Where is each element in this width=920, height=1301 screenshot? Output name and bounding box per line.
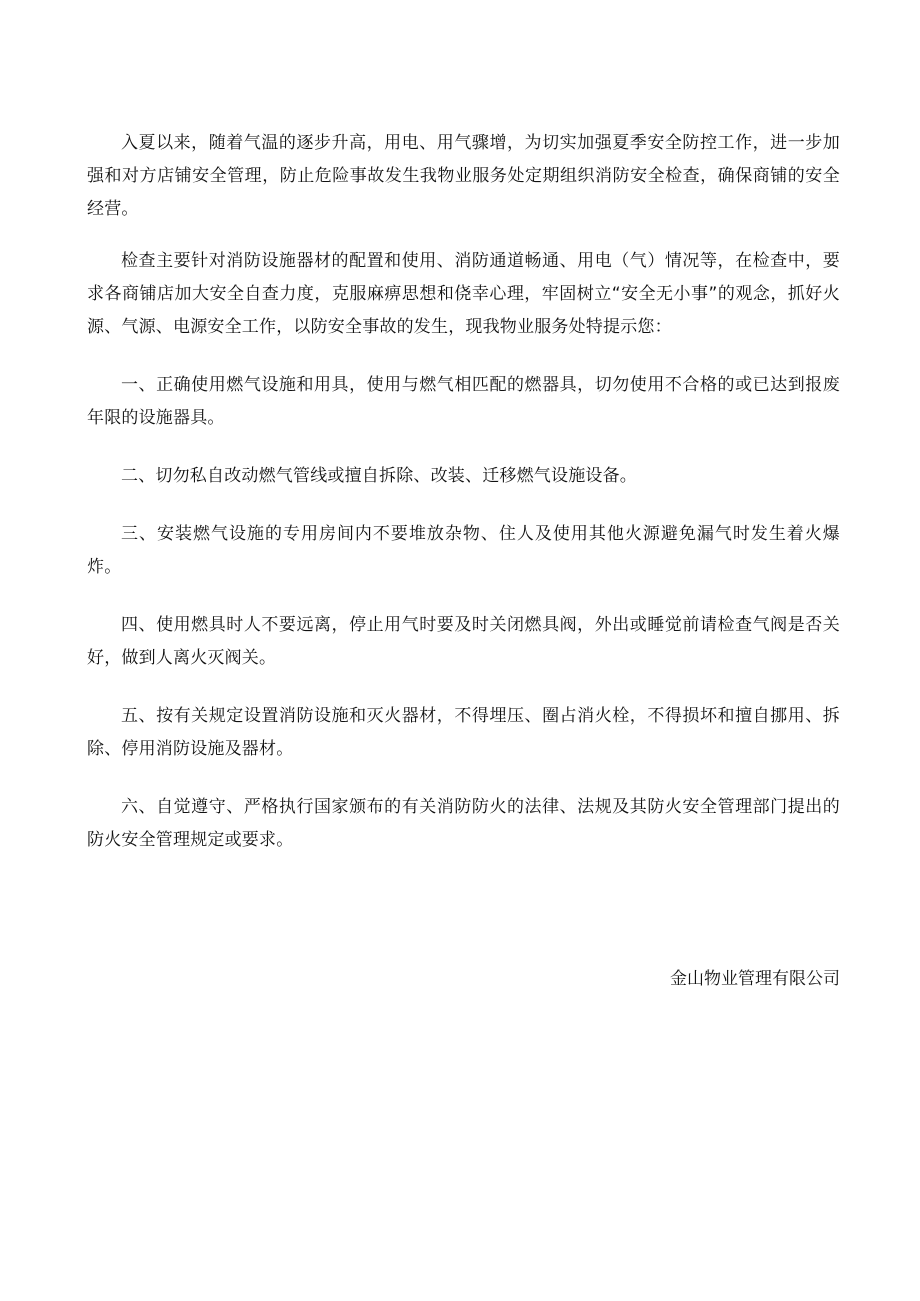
paragraph-tip-2: 二、切勿私自改动燃气管线或擅自拆除、改装、迁移燃气设施设备。 bbox=[121, 466, 637, 486]
document-body bbox=[87, 127, 840, 882]
paragraph-tip-5: 五、按有关规定设置消防设施和灭火器材，不得埋压、圈占消火栓，不得损坏和擅自挪用、拆除、停用消防设施及器材。 bbox=[87, 706, 840, 759]
company-signature: 金山物业管理有限公司 bbox=[670, 969, 840, 989]
paragraph-inspection: 检查主要针对消防设施器材的配置和使用、消防通道畅通、用电（气）情况等，在检查中，要求各商铺店加大安全自查力度，克服麻痹思想和侥幸心理，牢固树立“安全无小事”的观念，抓好火源、气源、电源安全工作，以防安全事故的发生，现我物业服务处特提示您： bbox=[87, 251, 840, 337]
paragraph-tip-6: 六、自觉遵守、严格执行国家颁布的有关消防防火的法律、法规及其防火安全管理部门提出的防火安全管理规定或要求。 bbox=[87, 797, 840, 850]
paragraph-tip-4: 四、使用燃具时人不要远离，停止用气时要及时关闭燃具阀，外出或睡觉前请检查气阀是否关好，做到人离火灭阀关。 bbox=[87, 615, 840, 668]
paragraph-tip-3: 三、安装燃气设施的专用房间内不要堆放杂物、住人及使用其他火源避免漏气时发生着火爆炸。 bbox=[87, 524, 840, 577]
paragraph-tip-1: 一、正确使用燃气设施和用具，使用与燃气相匹配的燃器具，切勿使用不合格的或已达到报废年限的设施器具。 bbox=[87, 375, 840, 428]
paragraph-intro: 入夏以来，随着气温的逐步升高，用电、用气骤增，为切实加强夏季安全防控工作，进一步加强和对方店铺安全管理，防止危险事故发生我物业服务处定期组织消防安全检查，确保商铺的安全经营。 bbox=[87, 133, 840, 219]
